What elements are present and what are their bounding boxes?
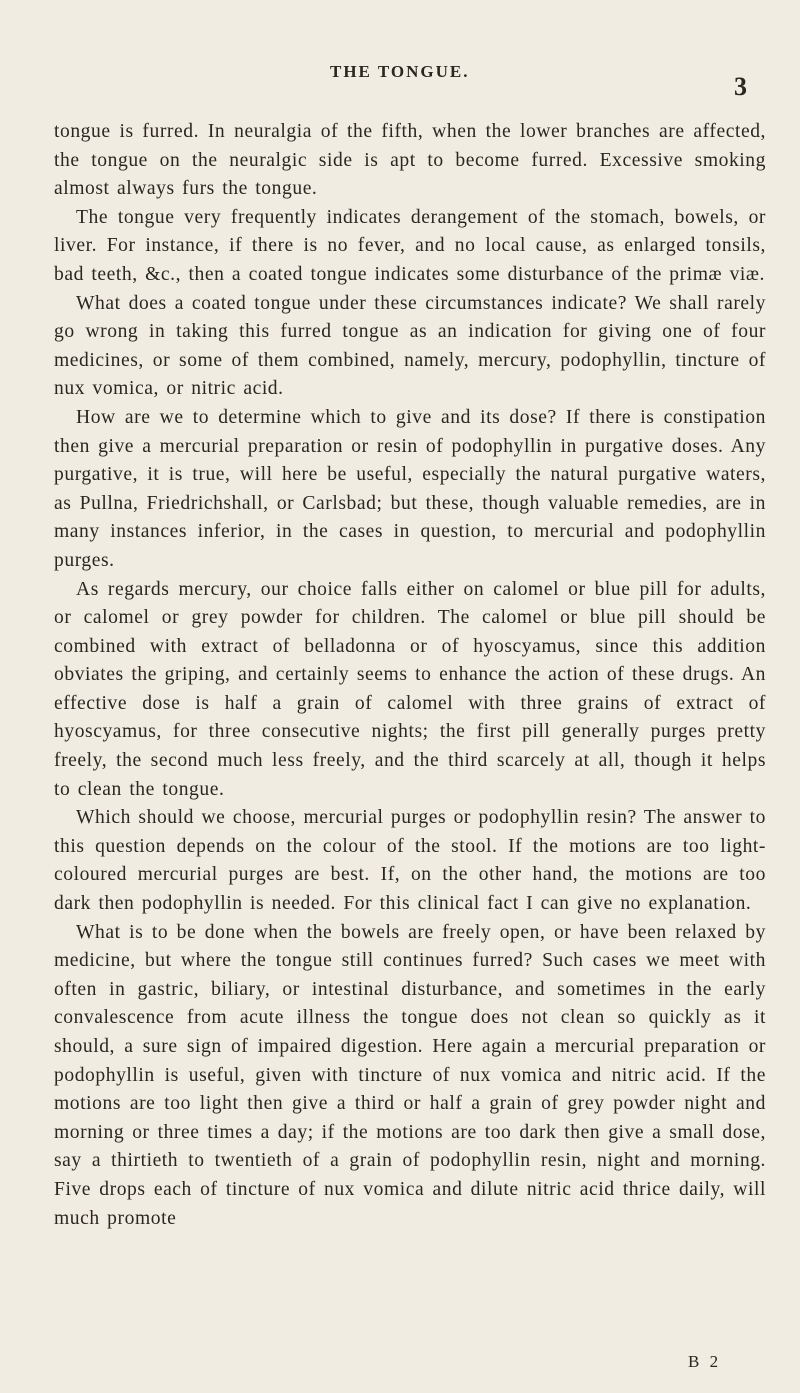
paragraph: The tongue very frequently indicates derangement of the stomach, bowels, or liver. For instance, if there is no fever, and no local cause, as enlarged tonsils, bad teeth, &c., then a coated tongue indicates some disturbance of the primæ viæ. [54,206,766,285]
signature-mark: B 2 [688,1352,722,1371]
paragraph: As regards mercury, our choice falls either on calomel or blue pill for adults, or calomel or grey powder for children. The calomel or blue pill should be combined with extract of belladonna or of hyoscyamus, since this addition obviates the griping, and certainly seems to enhance the action of these drugs. An effective dose is half a grain of calomel with three grains of extract of hyoscyamus, for three consecutive nights; the first pill generally purges pretty freely, the second much less freely, and the third scarcely at all, though it helps to clean the tongue. [54,578,766,800]
paragraph: What does a coated tongue under these circumstances indicate? We shall rarely go wrong in taking this furred tongue as an indication for giving one of four medicines, or some of them combined, namely, mercury, podophyllin, tincture of nux vomica, or nitric acid. [54,292,766,400]
running-head: THE TONGUE. [330,62,470,81]
paragraph: How are we to determine which to give and its dose? If there is constipation then give a mercurial preparation or resin of podophyllin in purgative doses. Any purgative, it is true, will here be useful, especially the natural purgative waters, as Pullna, Friedrichshall, or Carlsbad; but these, though valuable remedies, are in many instances inferior, in the cases in question, to mercurial and podophyllin purges. [54,406,766,571]
paragraph: Which should we choose, mercurial purges or podophyllin resin? The answer to this question depends on the colour of the stool. If the motions are too light-coloured mercurial purges are best. If, on the other hand, the motions are too dark then podophyllin is needed. For this clinical fact I can give no explanation. [54,807,766,915]
page-number: 3 [734,72,747,101]
paragraph: What is to be done when the bowels are freely open, or have been relaxed by medicine, but where the tongue still continues furred? Such cases we meet with often in gastric, biliary, or intestinal disturbance, and sometimes in the early convalescence from acute illness the tongue does not clean so quickly as it should, a sure sign of impaired digestion. Here again a mercurial preparation or podophyllin is useful, given with tincture of nux vomica and nitric acid. If the motions are too light then give a third or half a grain of grey powder night and morning or three times a day; if the motions are too dark then give a small dose, say a thirtieth to twentieth of a grain of podophyllin resin, night and morning. Five drops each of tincture of nux vomica and dilute nitric acid thrice daily, will much promote [54,921,766,1229]
paragraph: tongue is furred. In neuralgia of the fifth, when the lower branches are affected, the tongue on the neuralgic side is apt to become furred. Excessive smoking almost always furs the tongue. [54,121,766,200]
body-text [54,118,766,1233]
